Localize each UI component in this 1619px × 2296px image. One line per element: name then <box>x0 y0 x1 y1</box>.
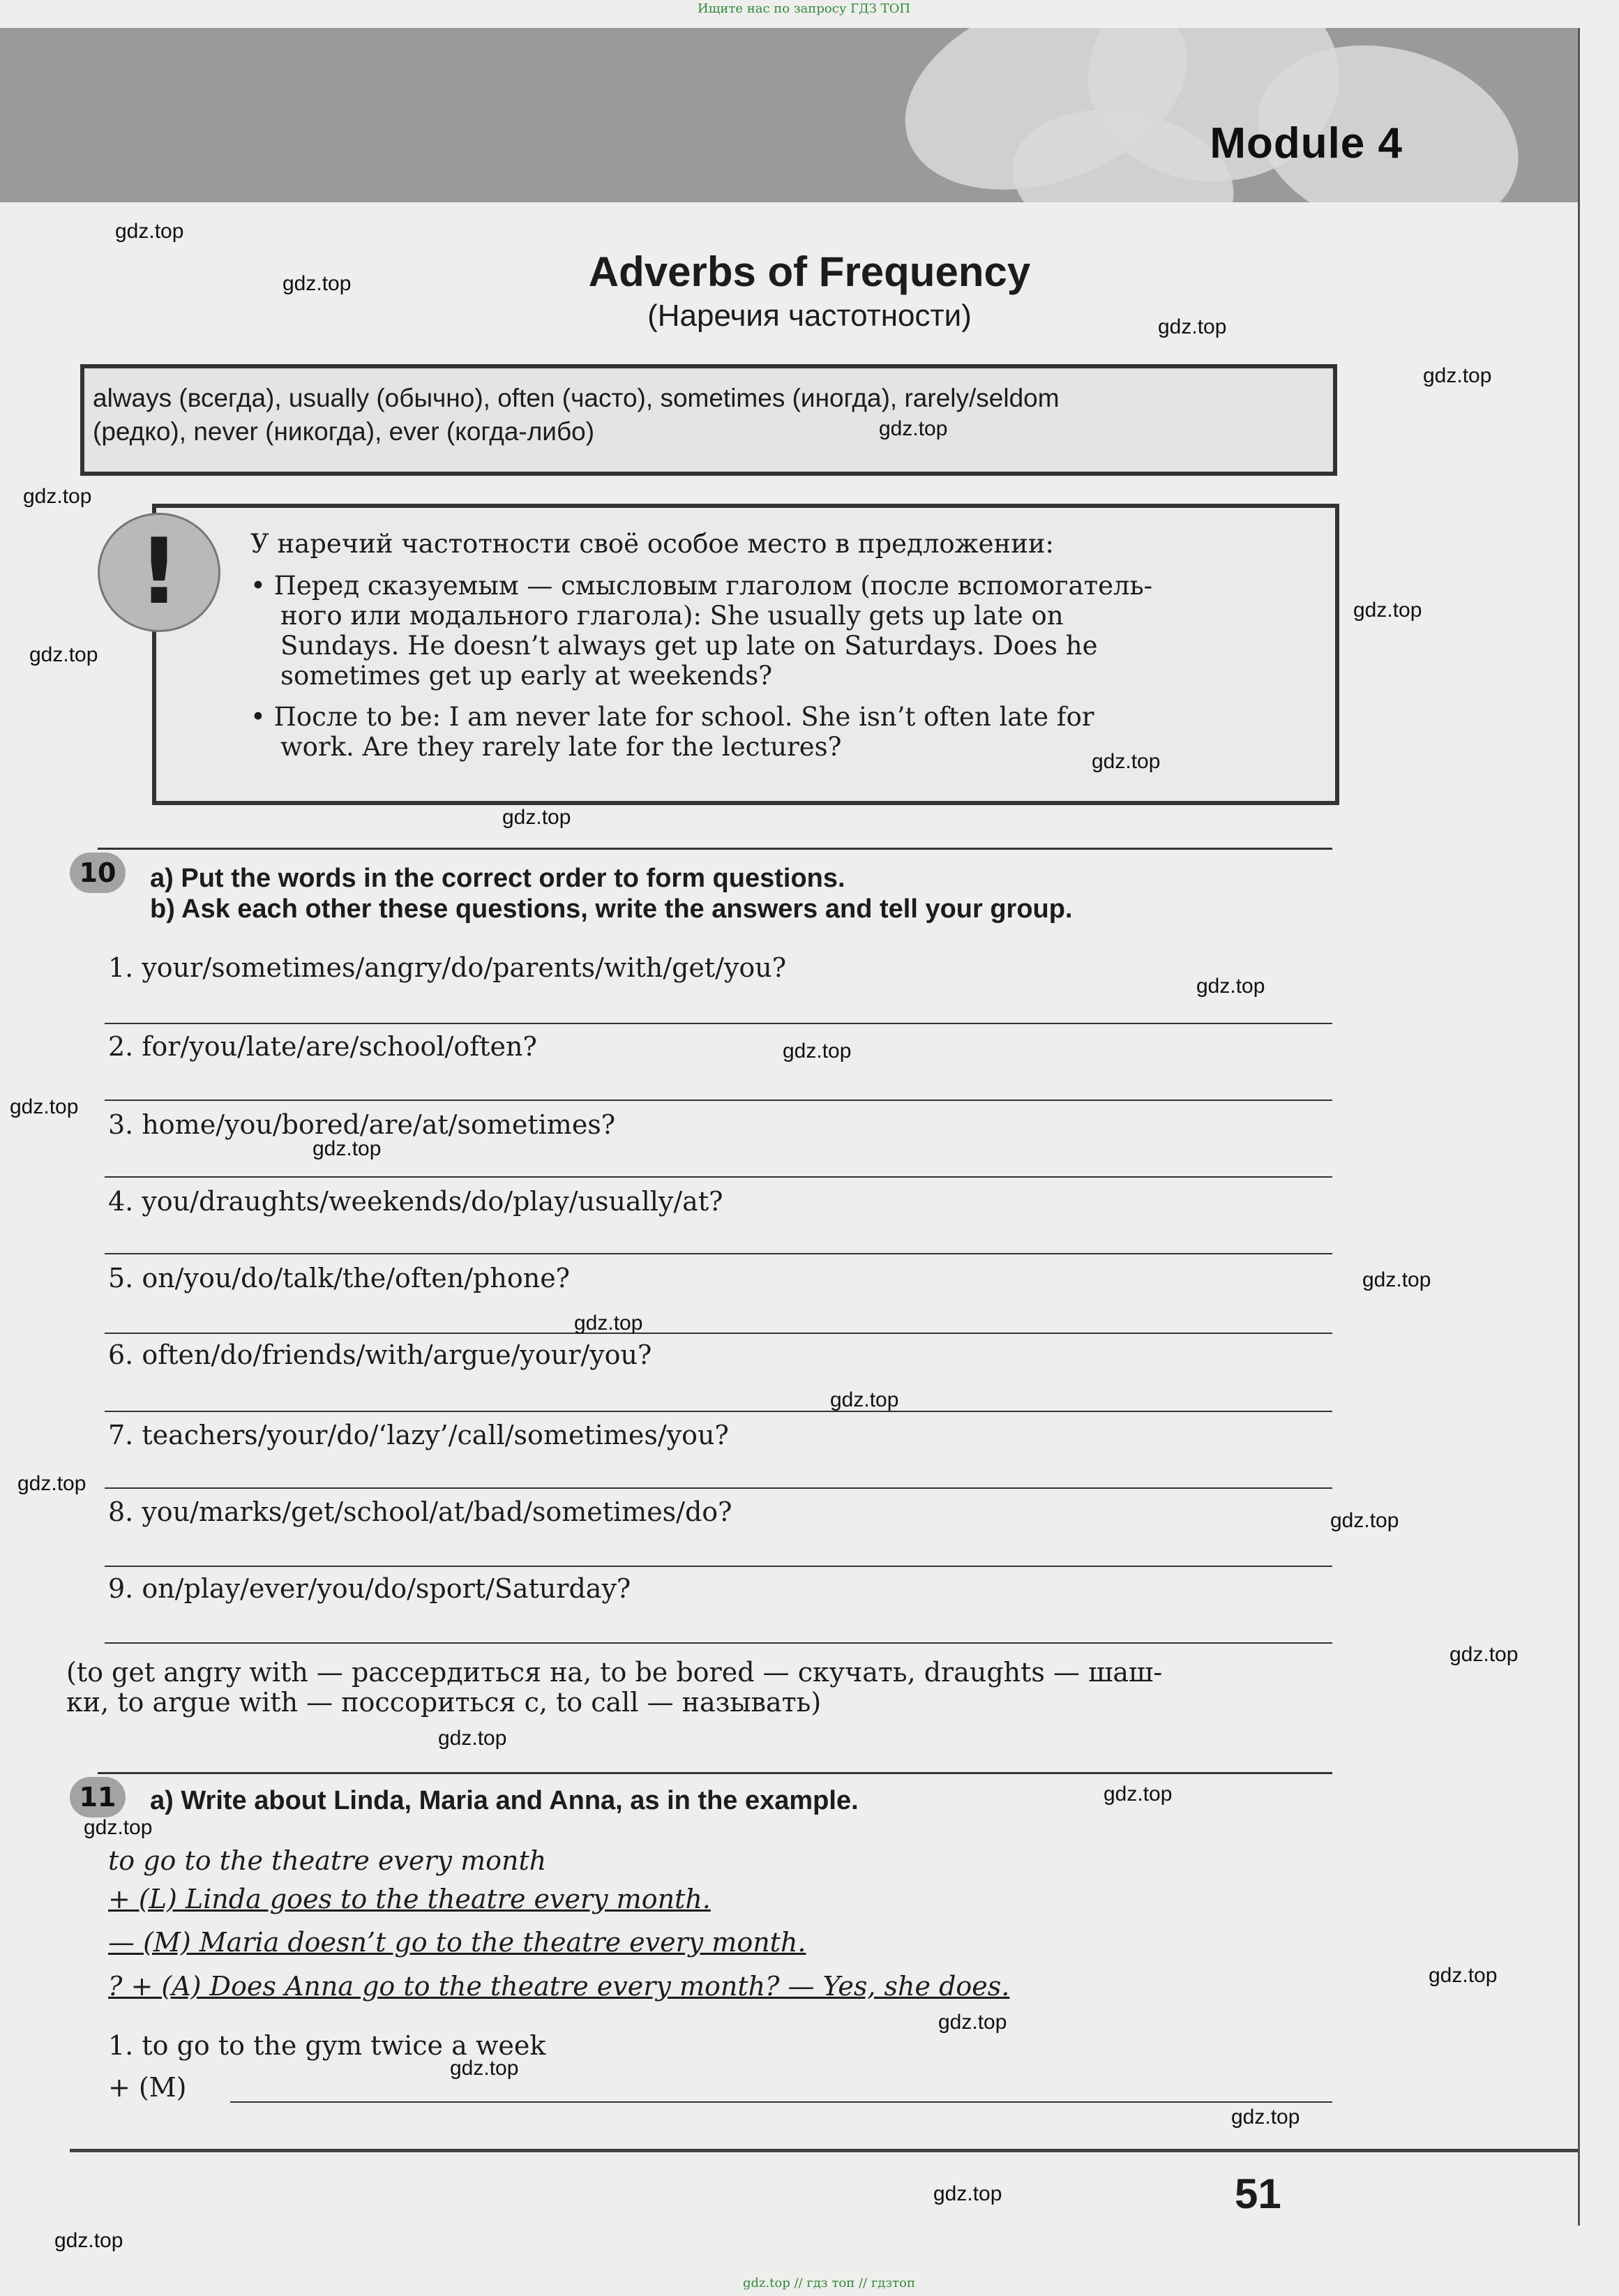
exclamation-icon: ! <box>98 513 220 632</box>
section-subtitle: (Наречия частотности) <box>647 299 972 333</box>
rule-bullet2-line1: • После to be: I am never late for school. She isn’t often late for <box>250 702 1094 732</box>
watermark: gdz.top <box>879 417 948 440</box>
example-line-4: ? + (A) Does Anna go to the theatre every month? — Yes, she does. <box>108 1971 1010 2002</box>
task11-instruction-a: a) Write about Linda, Maria and Anna, as in the example. <box>150 1786 859 1815</box>
watermark: gdz.top <box>1330 1509 1399 1532</box>
header-band <box>0 28 1580 202</box>
adverbs-line-2: (редко), never (никогда), ever (когда-либо) <box>93 417 595 446</box>
answer-line[interactable] <box>105 1642 1332 1644</box>
task10-item-7: 7. teachers/your/do/‘lazy’/call/sometimes/you? <box>108 1420 729 1450</box>
bottom-note: gdz.top // гдз топ // гдзтоп <box>743 2276 915 2290</box>
task11-number: 11 <box>70 1777 126 1817</box>
answer-line[interactable] <box>105 1566 1332 1567</box>
rule-box <box>152 504 1339 805</box>
task10-instruction-a: a) Put the words in the correct order to form questions. <box>150 864 845 893</box>
watermark: gdz.top <box>574 1312 643 1335</box>
watermark: gdz.top <box>1362 1268 1431 1291</box>
top-note: Ищите нас по запросу ГДЗ ТОП <box>698 1 911 16</box>
task10-item-6: 6. often/do/friends/with/argue/your/you? <box>108 1340 652 1370</box>
watermark: gdz.top <box>84 1816 153 1839</box>
watermark: gdz.top <box>933 2182 1002 2205</box>
rule-bullet1-line4: sometimes get up early at weekends? <box>280 661 773 691</box>
page-number: 51 <box>1235 2170 1281 2217</box>
answer-line[interactable] <box>230 2101 1332 2103</box>
watermark: gdz.top <box>1423 364 1492 387</box>
watermark: gdz.top <box>17 1472 86 1495</box>
watermark: gdz.top <box>54 2229 123 2252</box>
example-line-2: + (L) Linda goes to the theatre every month. <box>108 1884 711 1914</box>
watermark: gdz.top <box>23 485 92 508</box>
rule-intro: У наречий частотности своё особое место в предложении: <box>250 529 1055 559</box>
watermark: gdz.top <box>1196 975 1265 998</box>
watermark: gdz.top <box>502 806 571 829</box>
answer-line[interactable] <box>105 1333 1332 1334</box>
glossary-line-1: (to get angry with — рассердиться на, to be bored — скучать, draughts — шаш- <box>66 1657 1163 1688</box>
watermark: gdz.top <box>1231 2106 1300 2129</box>
task10-item-1: 1. your/sometimes/angry/do/parents/with/get/you? <box>108 952 787 983</box>
page-edge <box>1578 28 1580 2226</box>
watermark: gdz.top <box>1429 1964 1498 1987</box>
adverbs-line-1: always (всегда), usually (обычно), often (часто), sometimes (иногда), rarely/seldom <box>93 384 1060 412</box>
answer-line[interactable] <box>105 1253 1332 1254</box>
task10-number: 10 <box>70 853 126 893</box>
rule-bullet1-line1: • Перед сказуемым — смысловым глаголом (после вспомогатель- <box>250 571 1153 601</box>
rule-bullet1-line2: ного или модального глагола): She usually gets up late on <box>280 601 1064 631</box>
task10-item-9: 9. on/play/ever/you/do/sport/Saturday? <box>108 1573 631 1604</box>
section-title: Adverbs of Frequency <box>588 248 1031 295</box>
example-line-1: to go to the theatre every month <box>108 1845 547 1876</box>
task10-instruction-b: b) Ask each other these questions, write the answers and tell your group. <box>150 894 1073 924</box>
task10-item-4: 4. you/draughts/weekends/do/play/usually/at? <box>108 1186 723 1217</box>
task11-item-1-answer-label: + (M) <box>108 2072 187 2103</box>
watermark: gdz.top <box>115 220 184 243</box>
example-line-3: — (M) Maria doesn’t go to the theatre every month. <box>108 1927 806 1958</box>
answer-line[interactable] <box>105 1023 1332 1024</box>
watermark: gdz.top <box>1353 599 1422 622</box>
watermark: gdz.top <box>938 2011 1007 2034</box>
task10-rule <box>98 848 1332 850</box>
glossary-line-2: ки, to argue with — поссориться с, to call — называть) <box>66 1687 822 1718</box>
answer-line[interactable] <box>105 1176 1332 1178</box>
task10-item-3: 3. home/you/bored/are/at/sometimes? <box>108 1109 616 1140</box>
task10-item-8: 8. you/marks/get/school/at/bad/sometimes/do? <box>108 1496 732 1527</box>
watermark: gdz.top <box>1092 750 1161 773</box>
rule-bullet2-line2: work. Are they rarely late for the lectures? <box>280 732 842 762</box>
module-title: Module 4 <box>1210 119 1403 167</box>
adverbs-box <box>80 364 1337 476</box>
watermark: gdz.top <box>283 272 352 295</box>
watermark: gdz.top <box>783 1040 852 1063</box>
rule-bullet1-line3: Sundays. He doesn’t always get up late on Saturdays. Does he <box>280 631 1098 661</box>
watermark: gdz.top <box>10 1095 79 1118</box>
answer-line[interactable] <box>105 1411 1332 1412</box>
answer-line[interactable] <box>105 1487 1332 1489</box>
bottom-rule <box>70 2149 1580 2152</box>
task11-rule <box>98 1772 1332 1774</box>
answer-line[interactable] <box>105 1100 1332 1101</box>
watermark: gdz.top <box>312 1137 382 1160</box>
watermark: gdz.top <box>438 1727 507 1750</box>
watermark: gdz.top <box>450 2057 519 2080</box>
watermark: gdz.top <box>29 643 98 666</box>
watermark: gdz.top <box>1158 315 1227 338</box>
watermark: gdz.top <box>1104 1783 1173 1806</box>
task11-item-1: 1. to go to the gym twice a week <box>108 2030 546 2061</box>
task10-item-2: 2. for/you/late/are/school/often? <box>108 1031 537 1062</box>
watermark: gdz.top <box>1449 1643 1519 1666</box>
task10-item-5: 5. on/you/do/talk/the/often/phone? <box>108 1263 571 1293</box>
watermark: gdz.top <box>830 1388 899 1411</box>
